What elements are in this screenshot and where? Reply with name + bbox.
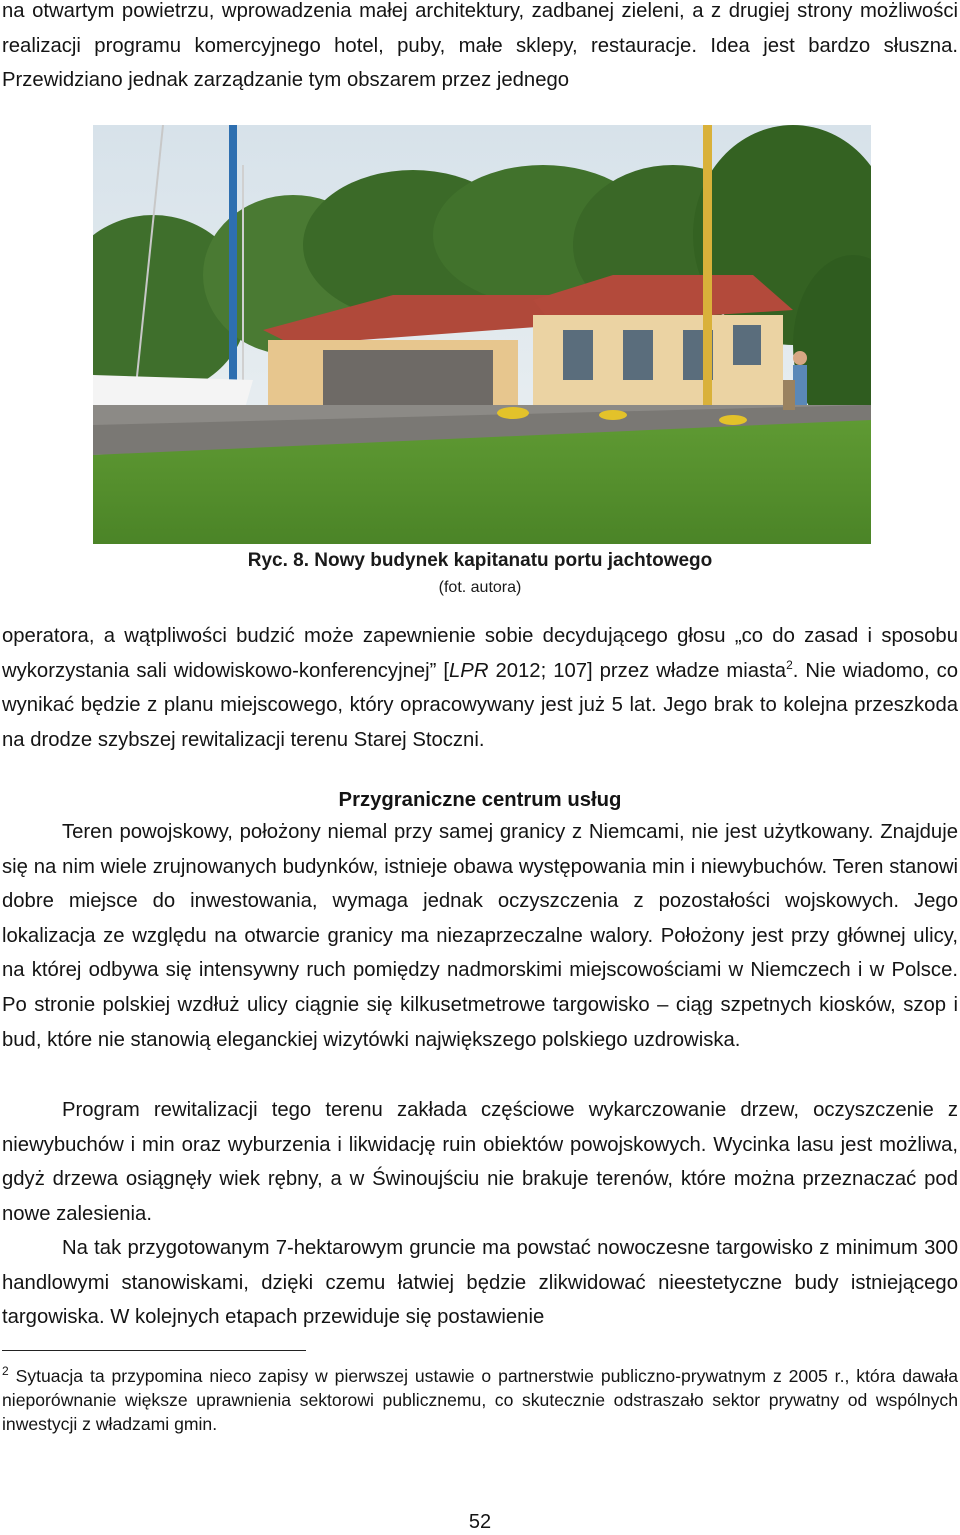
paragraph-after-figure-text-b: 2012; 107] przez władze miasta xyxy=(488,659,787,682)
paragraph-after-figure-text-a: operatora, a wątpliwości budzić może zapewnienie sobie decydującego głosu „co do zasad i sposobu wykorzystania sali widowiskowo-konferencyjnej” [ xyxy=(2,625,958,682)
footnote-separator xyxy=(2,1350,306,1351)
footnote-text: Sytuacja ta przypomina nieco zapisy w pierwszej ustawie o partnerstwie publiczno-prywatnym z 2005 r., która dawała nieporównanie większe uprawnienia sektorowi publicznemu, co skutecznie odstraszało sektor prywatny od wspólnych inwestycji z władzami gmin. xyxy=(2,1366,958,1434)
paragraph-after-figure-text-c: . Nie wiadomo, co wynikać będzie z planu miejscowego, który opracowywany jest już 5 lat. Jego brak to kolejna przeszkoda na drodze szybszej rewitalizacji terenu Starej Stoczni. xyxy=(2,659,958,751)
citation-abbreviation: LPR xyxy=(449,659,489,682)
paragraph-after-figure xyxy=(2,619,958,757)
section-paragraph-1: Teren powojskowy, położony niemal przy samej granicy z Niemcami, nie jest użytkowany. Znajduje się na nim wiele zrujnowanych budynków, istnieje obawa występowania min i niewybuchów. Teren stanowi dobre miejsce do inwestowania, wymaga jednak oczyszczenia z pozostałości wojskowych. Jego lokalizacja ze względu na otwarcie granicy ma niezaprzeczalne walory. Położony jest przy głównej ulicy, na której odbywa się intensywny ruch pomiędzy nadmorskimi miejscowościami w Niemczech i w Polsce. Po stronie polskiej wzdłuż ulicy ciągnie się kilkusetmetrowe targowisko – ciąg szpetnych kiosków, szop i bud, które nie stanowią eleganckiej wizytówki największego polskiego uzdrowiska. xyxy=(2,821,958,1051)
section-heading: Przygraniczne centrum usług xyxy=(338,789,622,811)
figure-photo-harbor-master-building xyxy=(93,125,871,544)
figure-caption: Ryc. 8. Nowy budynek kapitanatu portu jachtowego xyxy=(247,550,713,571)
figure-credit: (fot. autora) xyxy=(438,579,522,596)
section-paragraph-2: Program rewitalizacji tego terenu zakłada częściowe wykarczowanie drzew, oczyszczenie z niewybuchów i min oraz wyburzenia i likwidację ruin obiektów powojskowych. Wycinka lasu jest możliwa, gdyż drzewa osiągnęły wiek rębny, a w Świnoujściu nie brakuje terenów, które można przeznaczać pod nowe zalesienia. xyxy=(2,1099,958,1225)
footnote-marker: 2 xyxy=(2,1364,9,1379)
footnote-reference: 2 xyxy=(786,657,793,672)
page-number: 52 xyxy=(468,1511,492,1533)
section-paragraph-3: Na tak przygotowanym 7-hektarowym gruncie ma powstać nowoczesne targowisko z minimum 300 handlowymi stanowiskami, dzięki czemu łatwiej będzie zlikwidować nieestetyczne budy istniejącego targowiska. W kolejnych etapach przewiduje się postawienie xyxy=(2,1237,958,1329)
paragraph-top: na otwartym powietrzu, wprowadzenia małej architektury, zadbanej zieleni, a z drugiej strony możliwości realizacji programu komercyjnego hotel, puby, małe sklepy, restauracje. Idea jest bardzo słuszna. Przewidziano jednak zarządzanie tym obszarem przez jednego xyxy=(2,0,958,92)
footnote xyxy=(2,1364,958,1436)
